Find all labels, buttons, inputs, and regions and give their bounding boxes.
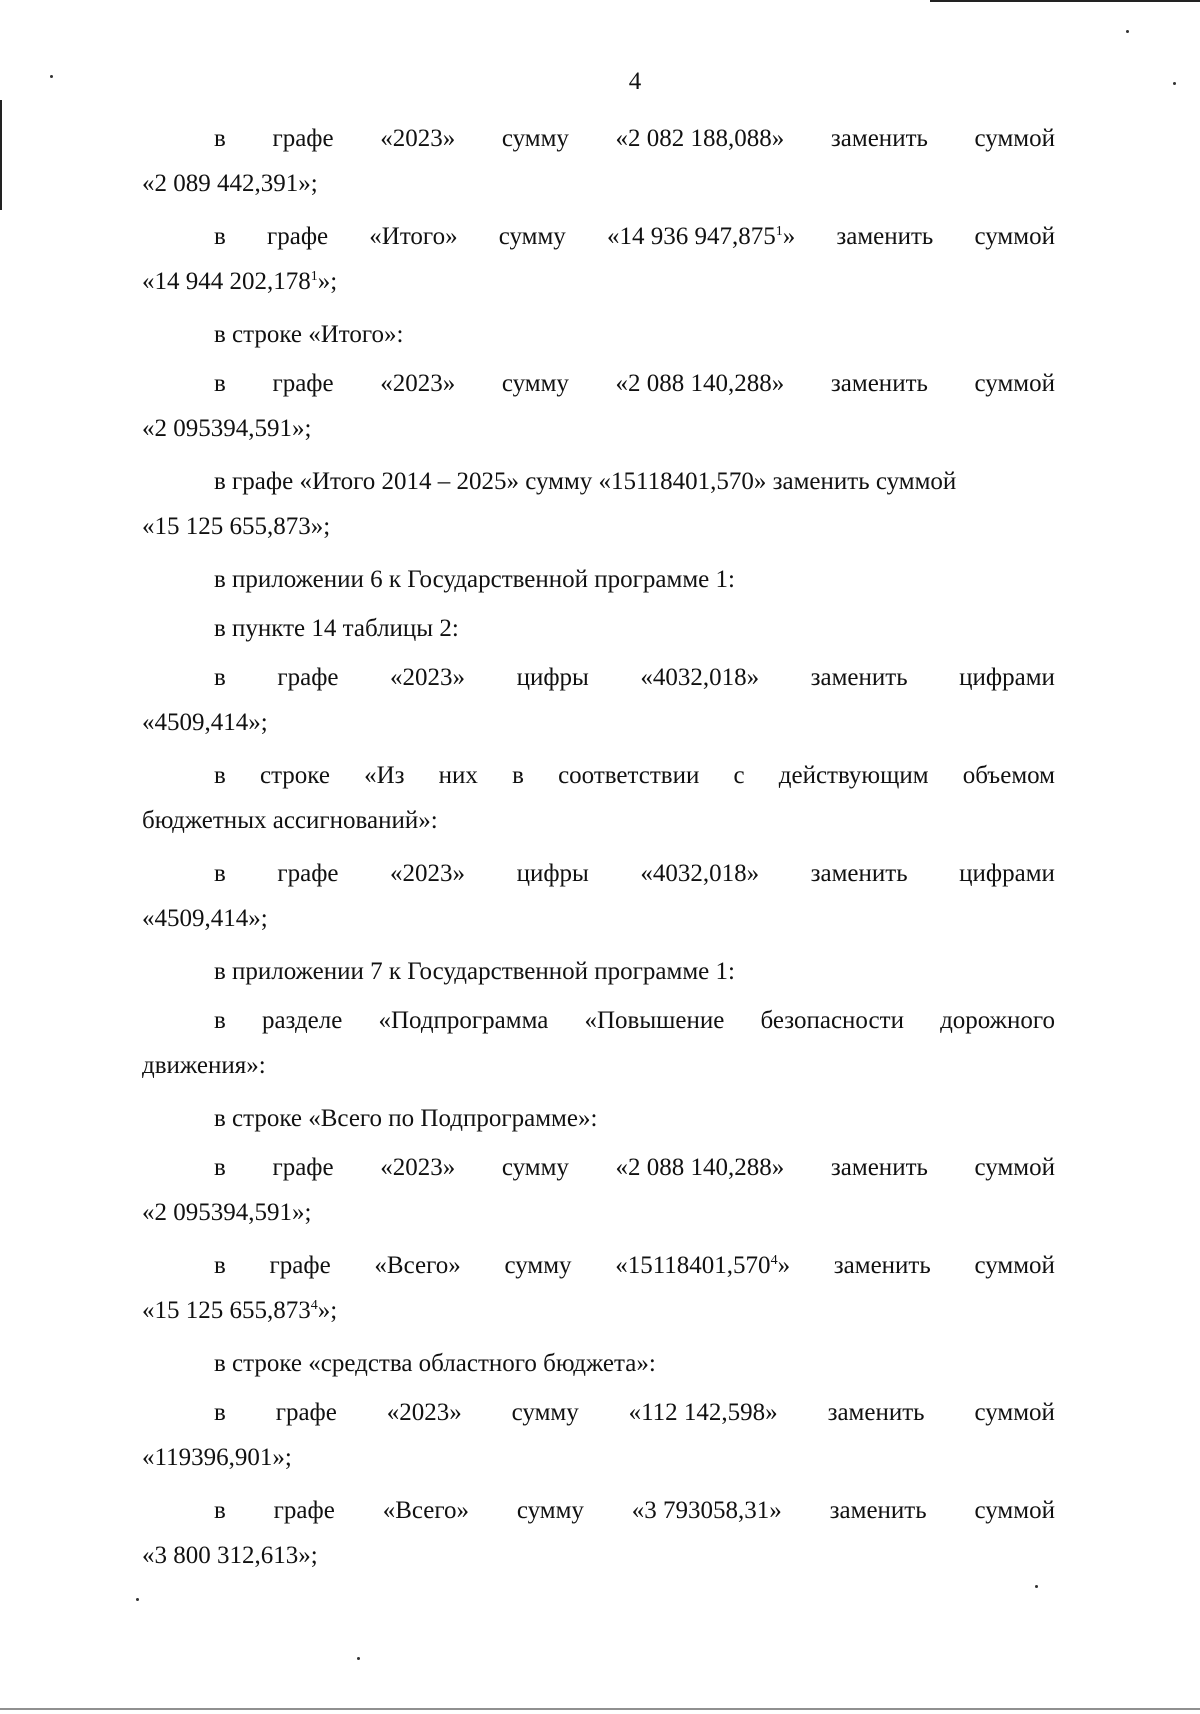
word-text: суммой <box>974 1154 1055 1181</box>
word <box>277 857 338 891</box>
paragraph-continuation-line <box>142 1049 266 1083</box>
word <box>380 367 455 401</box>
word-text: «2023» <box>380 1154 456 1181</box>
word-text: безопасности <box>760 1007 904 1034</box>
page-number: 4 <box>628 68 642 95</box>
word-text: графе <box>272 125 334 152</box>
word-text: «2023» <box>380 125 456 152</box>
word <box>378 1004 548 1038</box>
word-text: заменить <box>836 223 934 250</box>
word <box>272 1151 333 1185</box>
word-text: соответствии <box>558 762 700 789</box>
word <box>607 220 795 254</box>
word-text: сумму <box>516 1497 584 1524</box>
word <box>512 1396 579 1430</box>
word <box>632 1494 782 1528</box>
scan-speck <box>357 1657 360 1660</box>
word <box>975 220 1055 254</box>
paragraph-continuation-line <box>142 902 268 936</box>
word-text: в <box>214 664 226 691</box>
word-text: цифры <box>516 860 589 887</box>
word <box>629 1396 778 1430</box>
paragraph-line: в строке «Всего по Подпрограмме»: <box>214 1105 598 1132</box>
scan-speck <box>136 1598 139 1601</box>
word <box>959 661 1055 695</box>
word <box>512 759 524 793</box>
paragraph-line: в приложении 7 к Государственной программе 1: <box>214 958 735 985</box>
footnote-marker: 1 <box>310 269 318 284</box>
word-text: дорожного <box>940 1007 1055 1034</box>
word-text: суммой <box>974 370 1055 397</box>
word-text: «Из <box>364 762 405 789</box>
word <box>779 759 929 793</box>
word <box>502 1151 569 1185</box>
word-text: сумму <box>501 1154 569 1181</box>
footnote-marker: 1 <box>775 224 783 239</box>
continuation-text: бюджетных ассигнований»: <box>142 807 438 834</box>
word <box>267 220 328 254</box>
word <box>584 1004 724 1038</box>
paragraph-line: в строке «Итого»: <box>214 321 404 348</box>
word-text: в <box>214 1399 226 1426</box>
word-text: заменить <box>830 1154 928 1181</box>
quote-close: »; <box>317 1297 338 1324</box>
scan-speck <box>1173 82 1176 85</box>
word-text: графе <box>269 1252 331 1279</box>
word-text: строке <box>259 762 330 789</box>
word-text: «Всего» <box>382 1497 469 1524</box>
word-text: «2023» <box>380 370 456 397</box>
word <box>364 759 404 793</box>
word-text: в <box>214 1154 226 1181</box>
paragraph-continuation-line <box>142 265 337 299</box>
paragraph-first-line <box>214 122 1055 156</box>
word <box>836 220 933 254</box>
word-text: «2 082 188,088» <box>615 125 785 152</box>
word <box>214 1151 226 1185</box>
paragraph-first-line <box>214 1004 1055 1038</box>
quote-close: »; <box>317 268 338 295</box>
word-text: сумму <box>501 370 569 397</box>
word <box>214 122 226 156</box>
word <box>975 1151 1055 1185</box>
paragraph-continuation-line <box>142 804 438 838</box>
word <box>214 1494 226 1528</box>
word <box>940 1004 1055 1038</box>
word-text: «2023» <box>390 664 466 691</box>
word <box>616 1151 785 1185</box>
word-text: «Итого» <box>369 223 458 250</box>
word <box>214 661 226 695</box>
word <box>502 122 569 156</box>
continuation-text: «15 125 655,873»; <box>142 513 331 540</box>
word-text: в <box>214 1252 226 1279</box>
word <box>374 1249 460 1283</box>
word-text: «3 793058,31» <box>631 1497 782 1524</box>
word-text: суммой <box>974 125 1055 152</box>
word-text: цифры <box>516 664 589 691</box>
word-text: разделе <box>261 1007 343 1034</box>
paragraph-continuation-line <box>142 1539 318 1573</box>
paragraph-continuation-line <box>142 1196 311 1230</box>
word <box>380 1151 455 1185</box>
word <box>439 759 478 793</box>
word-text: «4032,018» <box>640 860 760 887</box>
word-text: сумму <box>498 223 566 250</box>
word <box>974 1396 1054 1430</box>
word <box>499 220 566 254</box>
word <box>831 367 928 401</box>
word <box>615 1249 790 1283</box>
word <box>831 1151 928 1185</box>
word <box>616 122 785 156</box>
scan-edge-top <box>930 0 1200 2</box>
continuation-text: «119396,901»; <box>142 1444 292 1471</box>
word <box>975 1494 1055 1528</box>
continuation-text: «14 944 202,178 <box>142 268 311 295</box>
word <box>558 759 699 793</box>
word <box>517 857 589 891</box>
word <box>974 1249 1054 1283</box>
continuation-text: движения»: <box>142 1052 266 1079</box>
word-text: суммой <box>974 1497 1055 1524</box>
word <box>830 1494 927 1528</box>
word <box>963 759 1055 793</box>
word <box>390 857 465 891</box>
word-text: заменить <box>829 1497 927 1524</box>
word-text: в <box>214 370 226 397</box>
word-text: сумму <box>501 125 569 152</box>
word <box>262 1004 342 1038</box>
paragraph-first-line <box>214 367 1055 401</box>
word-text: в <box>214 1497 226 1524</box>
word-text: заменить <box>833 1252 931 1279</box>
word-text: в <box>214 1007 226 1034</box>
word <box>214 220 226 254</box>
word-text: заменить <box>830 370 928 397</box>
word <box>834 1249 931 1283</box>
paragraph-first-line <box>214 1151 1055 1185</box>
word-text: в <box>214 860 226 887</box>
word-text: заменить <box>810 860 908 887</box>
word <box>502 367 569 401</box>
word-text: в <box>214 223 226 250</box>
continuation-text: «2 095394,591»; <box>142 415 312 442</box>
word-text: графе <box>272 1154 334 1181</box>
paragraph-continuation-line <box>142 1294 337 1328</box>
word-text: графе <box>273 1497 335 1524</box>
word <box>214 1249 226 1283</box>
word-text: суммой <box>974 1399 1055 1426</box>
word <box>517 661 589 695</box>
quote-close: » <box>782 223 796 250</box>
word <box>390 661 465 695</box>
word <box>274 1494 335 1528</box>
word <box>640 661 759 695</box>
paragraph-first-line <box>214 1249 1055 1283</box>
paragraph-continuation-line <box>142 412 311 446</box>
word-text: цифрами <box>959 860 1055 887</box>
word-text: «Всего» <box>374 1252 461 1279</box>
word-text: с <box>733 762 745 789</box>
word-text: «2023» <box>386 1399 462 1426</box>
paragraph-first-line: в графе «Итого 2014 – 2025» сумму «15118401,570» заменить суммой <box>214 468 957 495</box>
word-text: «4032,018» <box>640 664 760 691</box>
word-text: заменить <box>810 664 908 691</box>
paragraph-first-line <box>214 661 1055 695</box>
word <box>640 857 759 891</box>
word-text: «15118401,570 <box>615 1252 771 1279</box>
paragraph-continuation-line <box>142 706 268 740</box>
continuation-text: «4509,414»; <box>142 905 268 932</box>
word-text: заменить <box>830 125 928 152</box>
word-text: заменить <box>827 1399 925 1426</box>
paragraph-continuation-line <box>142 167 318 201</box>
word <box>616 367 785 401</box>
paragraph-first-line <box>214 1494 1055 1528</box>
word <box>975 122 1055 156</box>
word <box>517 1494 584 1528</box>
paragraph-continuation-line <box>142 1441 292 1475</box>
scan-edge-left <box>0 100 2 210</box>
word-text: графе <box>277 664 339 691</box>
word <box>276 1396 337 1430</box>
word <box>277 661 338 695</box>
paragraph-continuation-line <box>142 510 330 544</box>
paragraph-first-line <box>214 759 1055 793</box>
word <box>260 759 330 793</box>
word <box>975 367 1055 401</box>
word <box>214 857 226 891</box>
word <box>387 1396 462 1430</box>
word-text: «112 142,598» <box>628 1399 778 1426</box>
word <box>214 367 226 401</box>
word-text: графе <box>275 1399 337 1426</box>
word-text: графе <box>266 223 329 250</box>
word <box>831 122 928 156</box>
word-text: «2023» <box>390 860 466 887</box>
word-text: сумму <box>504 1252 572 1279</box>
word-text: графе <box>272 370 334 397</box>
word <box>811 661 908 695</box>
word <box>214 1004 226 1038</box>
scan-edge-bottom <box>0 1708 1200 1710</box>
word-text: сумму <box>511 1399 579 1426</box>
word-text: графе <box>277 860 339 887</box>
word <box>811 857 908 891</box>
paragraph-line: в строке «средства областного бюджета»: <box>214 1350 656 1377</box>
word <box>504 1249 571 1283</box>
paragraph-first-line <box>214 220 1055 254</box>
scan-speck <box>50 75 53 78</box>
word-text: объемом <box>962 762 1055 789</box>
footnote-marker: 4 <box>310 1298 318 1313</box>
continuation-text: «15 125 655,873 <box>142 1297 311 1324</box>
word <box>733 759 744 793</box>
word <box>369 220 457 254</box>
continuation-text: «2 095394,591»; <box>142 1199 312 1226</box>
footnote-marker: 4 <box>770 1253 778 1268</box>
word-text: действующим <box>778 762 929 789</box>
continuation-text: «2 089 442,391»; <box>142 170 318 197</box>
word-text: в <box>512 762 524 789</box>
word-text: «Повышение <box>584 1007 725 1034</box>
word-text: суммой <box>974 223 1055 250</box>
word <box>380 122 455 156</box>
quote-close: » <box>777 1252 791 1279</box>
word <box>828 1396 925 1430</box>
word <box>959 857 1055 891</box>
word-text: них <box>438 762 478 789</box>
word <box>214 759 226 793</box>
word-text: в <box>214 125 226 152</box>
word <box>214 1396 226 1430</box>
paragraph-first-line <box>214 857 1055 891</box>
continuation-text: «3 800 312,613»; <box>142 1542 318 1569</box>
paragraph-line: в пункте 14 таблицы 2: <box>214 615 459 642</box>
word-text: «Подпрограмма <box>378 1007 549 1034</box>
scan-speck <box>1126 30 1129 33</box>
word-text: «2 088 140,288» <box>615 370 785 397</box>
word <box>383 1494 469 1528</box>
word-text: в <box>214 762 226 789</box>
scan-speck <box>1035 1585 1038 1588</box>
word <box>272 367 333 401</box>
continuation-text: «4509,414»; <box>142 709 268 736</box>
word-text: «2 088 140,288» <box>615 1154 785 1181</box>
word-text: суммой <box>974 1252 1055 1279</box>
paragraph-first-line <box>214 1396 1055 1430</box>
word <box>272 122 333 156</box>
word <box>760 1004 904 1038</box>
paragraph-line: в приложении 6 к Государственной программе 1: <box>214 566 735 593</box>
word-text: «14 936 947,875 <box>606 223 776 250</box>
word-text: цифрами <box>959 664 1055 691</box>
word <box>270 1249 331 1283</box>
